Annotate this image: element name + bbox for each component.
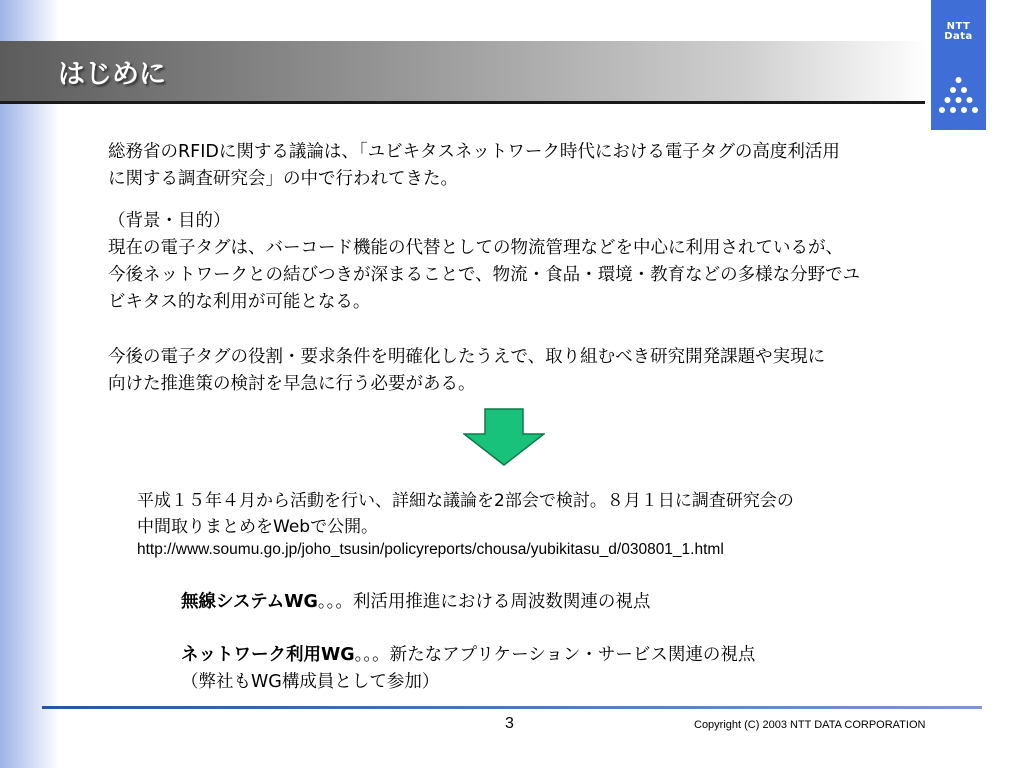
text-line: 平成１５年４月から活動を行い、詳細な議論を2部会で検討。８月１日に調査研究会の (137, 491, 794, 511)
logo-dots-icon (931, 74, 986, 122)
text-line: 今後ネットワークとの結びつきが深まることで、物流・食品・環境・教育などの多様な分野でユ (108, 265, 861, 285)
text-line: 現在の電子タグは、バーコード機能の代替としての物流管理などを中心に利用されているが、 (108, 238, 843, 258)
wg-network-usage (181, 642, 755, 669)
wg-wireless-system (181, 589, 650, 616)
wg-description: 。。。新たなアプリケーション・サービス関連の視点 (354, 645, 756, 665)
page-number: 3 (505, 715, 514, 732)
paragraph-result (137, 488, 794, 540)
title-underline (0, 101, 925, 104)
logo-wordmark (931, 22, 986, 42)
slide-title: はじめに (58, 59, 166, 90)
paragraph-background (108, 208, 860, 316)
text-line: 今後の電子タグの役割・要求条件を明確化したうえで、取り組むべき研究開発課題や実現に (108, 347, 826, 367)
text-line: に関する調査研究会」の中で行われてきた。 (108, 169, 458, 189)
text-line: ビキタス的な利用が可能となる。 (108, 292, 371, 312)
text-line: （背景・目的） (108, 211, 231, 231)
text-line: 中間取りまとめをWebで公開。 (137, 517, 379, 537)
down-arrow-icon (463, 408, 545, 466)
paragraph-intro (108, 139, 840, 193)
wg-description: 。。。利活用推進における周波数関連の視点 (317, 592, 651, 612)
ntt-data-logo (931, 0, 986, 130)
wg-name: ネットワーク利用WG (181, 645, 355, 665)
logo-line-1: NTT (946, 21, 971, 32)
logo-line-2: Data (944, 31, 973, 42)
paragraph-purpose (108, 344, 825, 398)
copyright-notice: Copyright (C) 2003 NTT DATA CORPORATION (694, 719, 926, 731)
report-url: http://www.soumu.go.jp/joho_tsusin/policyreports/chousa/yubikitasu_d/030801_1.html (137, 541, 724, 558)
text-line: 総務省のRFIDに関する議論は、「ユビキタスネットワーク時代における電子タグの高度利活用 (108, 142, 840, 162)
wg-participation-note: （弊社もWG構成員として参加） (181, 672, 440, 692)
left-gradient-band (0, 0, 60, 768)
footer-divider (42, 706, 982, 709)
text-line: 向けた推進策の検討を早急に行う必要がある。 (108, 374, 476, 394)
wg-name: 無線システムWG (181, 592, 318, 612)
